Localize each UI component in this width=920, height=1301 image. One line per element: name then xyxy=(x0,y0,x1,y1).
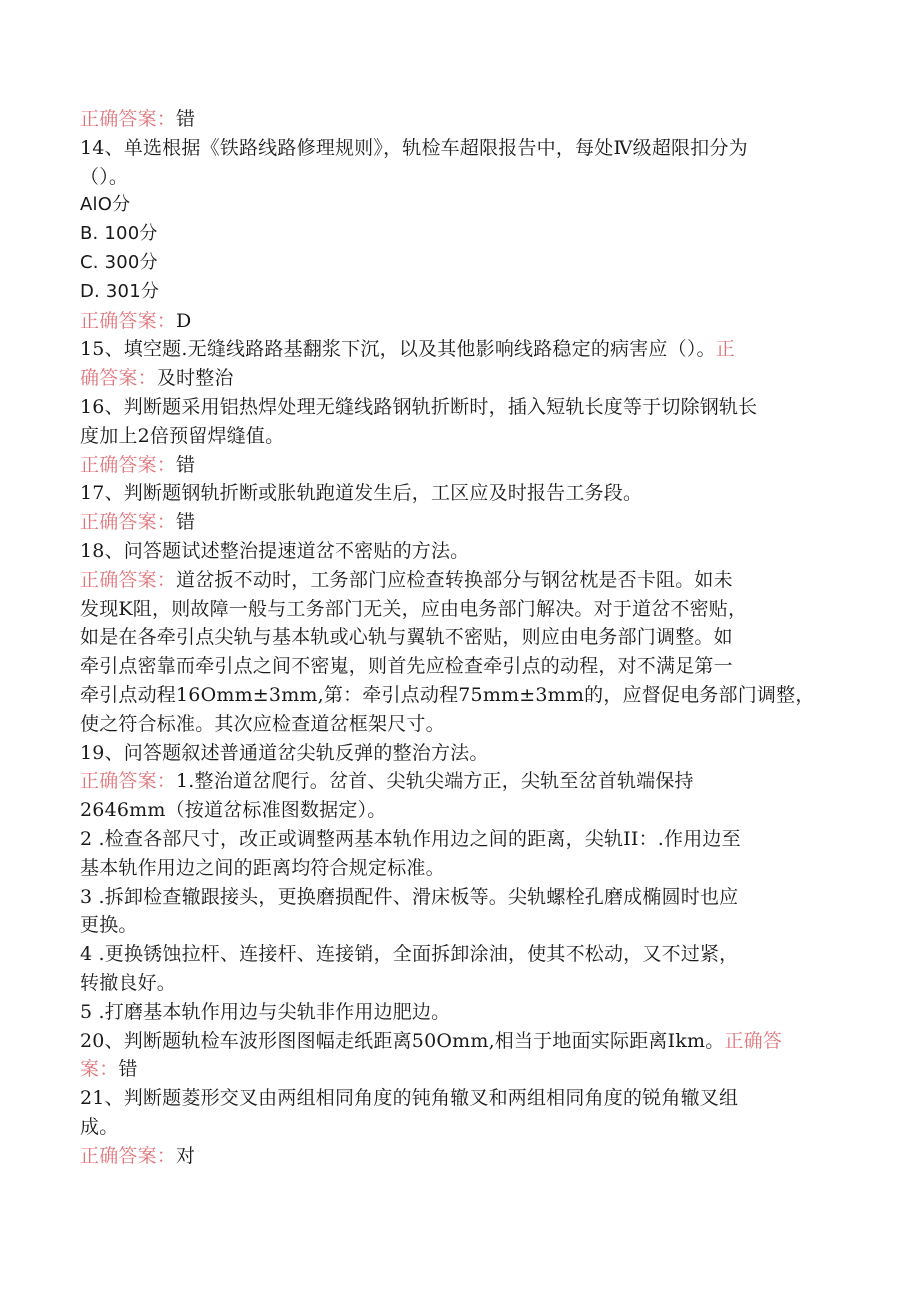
answer-label: 正确答案： xyxy=(80,568,177,591)
question-16: 16、判断题采用铝热焊处理无缝线路钢轨折断时，插入短轨长度等于切除钢轨长 xyxy=(80,395,758,418)
answer-line xyxy=(80,364,840,393)
answer-line xyxy=(80,105,840,134)
text-line: 5 .打磨基本轨作用边与尖轨非作用边肥边。 xyxy=(80,1000,451,1023)
text-line: 4 .更换锈蚀拉杆、连接杆、连接销，全面拆卸涂油，使其不松动，又不过紧， xyxy=(80,943,739,966)
answer-label: 正确答案： xyxy=(80,770,177,793)
answer-label: 正确答案： xyxy=(80,309,177,332)
text-line: 成。 xyxy=(80,1115,119,1138)
text-line: 2646mm（按道岔标准图数据定）。 xyxy=(80,799,387,822)
answer-label: 正确答案： xyxy=(80,1144,177,1167)
text-line: 基本轨作用边之间的距离均符合规定标准。 xyxy=(80,856,445,879)
answer-label: 确答案： xyxy=(80,367,157,390)
text-line: 发现K阻，则故障一般与工务部门无关，应由电务部门解决。对于道岔不密贴， xyxy=(80,597,748,620)
question-20 xyxy=(80,1027,840,1056)
option-a: AlO分 xyxy=(80,194,131,216)
text-line: 2 .检查各部尺寸，改正或调整两基本轨作用边之间的距离，尖轨II：.作用边至 xyxy=(80,827,741,850)
text-line: 牵引点密靠而牵引点之间不密嵬，则首先应检查牵引点的动程，对不满足第一 xyxy=(80,655,733,678)
text-line: 更换。 xyxy=(80,914,138,937)
text-line: 如是在各牵引点尖轨与基本轨或心轨与翼轨不密贴，则应由电务部门调整。如 xyxy=(80,626,733,649)
answer-value: 1.整治道岔爬行。岔首、尖轨尖端方正，尖轨至岔首轨端保持 xyxy=(176,770,694,793)
document-page xyxy=(80,105,840,1170)
answer-line xyxy=(80,451,840,480)
question-15 xyxy=(80,335,840,364)
answer-label: 案： xyxy=(80,1058,119,1081)
answer-value: 道岔扳不动时，工务部门应检查转换部分与钢岔枕是否卡阻。如未 xyxy=(176,568,733,591)
answer-value: 错 xyxy=(176,511,196,534)
answer-line xyxy=(80,767,840,796)
text-line: （）。 xyxy=(80,165,129,188)
answer-label: 正确答案： xyxy=(80,453,177,476)
answer-line xyxy=(80,1055,840,1084)
text-line: 度加上2倍预留焊缝值。 xyxy=(80,424,285,447)
text-line: 3 .拆卸检查辙跟接头，更换磨损配件、滑床板等。尖轨螺栓孔磨成椭圆时也应 xyxy=(80,885,739,908)
text-line: 转撤良好。 xyxy=(80,971,177,994)
answer-label: 正确答 xyxy=(724,1029,783,1052)
option-c: C. 300分 xyxy=(80,251,158,273)
answer-value: 错 xyxy=(118,1058,138,1081)
question-19: 19、问答题叙述普通道岔尖轨反弹的整治方法。 xyxy=(80,741,489,764)
question-text: 20、判断题轨检车波形图图幅走纸距离50Omm,相当于地面实际距离Ikm。 xyxy=(80,1029,725,1052)
answer-value: 错 xyxy=(176,453,196,476)
question-14: 14、单选根据《铁路线路修理规则》，轨检车超限报告中，每处Ⅳ级超限扣分为 xyxy=(80,136,748,159)
answer-value: 错 xyxy=(176,108,196,130)
answer-label: 正 xyxy=(715,338,735,361)
option-d: D. 301分 xyxy=(80,280,160,302)
text-line: 牵引点动程16Omm±3mm,第：牵引点动程75mm±3mm的，应督促电务部门调整， xyxy=(80,683,815,706)
answer-line xyxy=(80,307,840,336)
answer-line xyxy=(80,1142,840,1171)
question-18: 18、问答题试述整治提速道岔不密贴的方法。 xyxy=(80,539,470,562)
question-17: 17、判断题钢轨折断或胀轨跑道发生后，工区应及时报告工务段。 xyxy=(80,482,643,505)
answer-label: 正确答案： xyxy=(80,108,177,130)
question-21: 21、判断题菱形交叉由两组相同角度的钝角辙叉和两组相同角度的锐角辙叉组 xyxy=(80,1087,739,1110)
answer-value: 及时整治 xyxy=(156,367,234,390)
text-line: 使之符合标准。其次应检查道岔框架尺寸。 xyxy=(80,712,445,735)
answer-line xyxy=(80,566,840,595)
option-b: B. 100分 xyxy=(80,223,158,245)
question-text: 15、填空题.无缝线路路基翻浆下沉，以及其他影响线路稳定的病害应（）。 xyxy=(80,338,716,361)
answer-line xyxy=(80,508,840,537)
answer-label: 正确答案： xyxy=(80,511,177,534)
answer-value: 对 xyxy=(176,1144,196,1167)
answer-value: D xyxy=(176,309,192,332)
